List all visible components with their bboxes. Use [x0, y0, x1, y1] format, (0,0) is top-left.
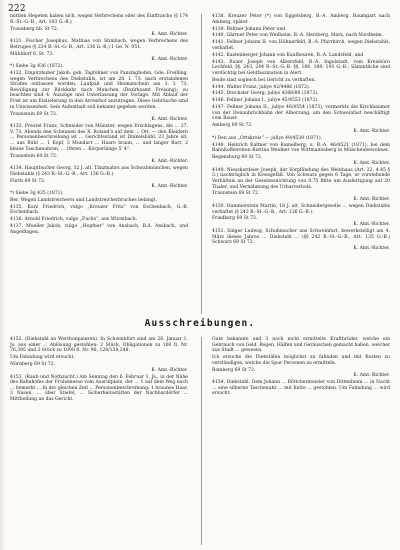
entry-text: 4151. Singer Ludwig, Schuhmacher aus Schweinfurt, bewerkstelligt am 4. März dieses Jahres ... Diebstahl ... (§§ 242 R.-St.-G.-B., Art. 135 G.-B.) Schwarz 69 St 72. [212, 228, 390, 246]
bottom-column-divider [201, 337, 202, 545]
column-divider [201, 14, 202, 314]
entry [212, 40, 390, 51]
entry-signature: K. Amt.-Richter. [353, 245, 390, 251]
entry [212, 27, 390, 33]
entry-text: 4131. Fischer Josephus, Mathias von Stimbach, wegen Verbrechens des Betruges (§ 224 R.-St.-G.-B., Art. 136 G.-B.) 1 Ge. N. 951. [10, 39, 188, 50]
entry-text: 4152. (Diebstahl an Wertbonpaieren). In Schweinfurt sind am 26. Januar 1. Js. aus einer ... Ablösung gestohlen: 2 Stück, Obligationen zu 100 fl. Nr. 76,395 und 2 Stück zu 1000 fl. Nr. 96, 128/158,248. [10, 337, 188, 354]
entry-text: 4140. Gärtner Peter von Weilheim, B.-A. Herzberg, Marx, nach Nordheim. [212, 33, 384, 39]
entry-signature: K. Amt.-Richter. [151, 32, 188, 38]
entry [10, 27, 188, 38]
entry [212, 105, 390, 122]
entry [212, 380, 390, 397]
bottom-right-column [212, 337, 390, 398]
entry-text: 4137. Mueller Jakob, vulgo „Hopfner“ von Ansbach, B.A. Ansbach, und Angelfingen. [10, 224, 188, 235]
entry [10, 52, 188, 63]
entry-text: *) Den aus „Ortskreis“ — juliye 49/4539 (1871). [212, 135, 323, 141]
entry [212, 155, 390, 166]
entry-text: Amberg 69 St 72. [212, 123, 253, 129]
entry [212, 368, 390, 379]
entry-text: 4145. Drechsler Georg, juliye 4366/80 (1873). [212, 91, 319, 97]
entry [212, 14, 390, 25]
entry-signature: K. Amt.-Richter. [151, 159, 188, 165]
entry-text: Um Fahndung wird ersucht. [10, 355, 75, 361]
entry-text: 4141. Fellner Johann II. von Hühnerfeld, B.-A. Pfarrkirch, wegen Diebstahls, verhaftet. [212, 40, 390, 51]
bottom-left-column [10, 337, 188, 404]
entry [10, 39, 188, 50]
entry [212, 168, 390, 191]
entry [10, 179, 188, 190]
entry [212, 229, 390, 252]
entry-text: Traunstein 64 St 72. [10, 153, 58, 159]
entry-signature: K. Amt.-Richter. [353, 128, 390, 134]
entry [10, 112, 188, 123]
entry [212, 33, 390, 39]
entry-text: 4142. Kastenberger Johann von Kaufbeuren, B.-A. Landsfeld, und [212, 52, 364, 58]
entry [10, 362, 188, 373]
entry-text: 4146. Fellner Johann I., juliye 45/4553 (1872). [212, 98, 319, 104]
entry [212, 123, 390, 134]
entry [212, 216, 390, 227]
entry-text: 4149. Nieszkardeier Joseph, der Vorpfändung des Weinbaus (Art. 22, 4.45 § 3.) nachträglich in Kreisgefäß. Von Schwarz gegen 6 Tage, er vorstehende Verhältnis an der Gesetzesnichtung von 8.75 Bitte um Ausfertigung auf 20 Thaler, und Vernahmung des Urbarverbots. [212, 167, 390, 190]
entry [212, 85, 390, 91]
entry-text: Beide sind sogleich bei Gericht zu verhaften. [212, 77, 316, 83]
entry-text: 4143. Bauer Joseph von Albersfeld, B.-A. Ingolstadt, vom Kreisbüro Lechfeld, §§. 243, 244 R.-St.-G.-B. §§. 188, 189, 193 G.-B.; Sämmtliche sind verdächtig bei Geldfaszination in Alert. [212, 59, 390, 76]
entry-text: 4150. Hammerstein Martin, 18 J. alt, Schneidergeselle ... wegen Diebstahls verhaftet (§ 242 R.-St.-G.-B., Art. 136 G.-B.). [212, 203, 390, 215]
top-right-column [212, 14, 390, 253]
entry [212, 355, 390, 366]
entry-text: Ich ersuche die Diebstähle möglichst zu fahnden und mit Kosten zu verständigen, welche die Spur Personen zu ermitteln. [212, 355, 390, 366]
entry-signature: K. Amt.-Richter. [151, 57, 188, 63]
page-edge-shadow [0, 0, 6, 550]
entry [10, 71, 188, 111]
entry-text: *) Siehe 3g 435 (1871). [10, 191, 64, 197]
entry [212, 98, 390, 104]
entry [10, 355, 188, 361]
entry-text: 4134. Hauptbucher Georg, 32 J. alt, Tänzmahrs aus Schwabmünchen, wegen Diebstahls (§ 243 R.-St.-G.-B., Art. 136 G.-B.). [10, 166, 188, 177]
entry [10, 375, 188, 403]
section-heading: Ausschreibungen. [144, 318, 256, 329]
entry [10, 166, 188, 177]
entry-signature: K. Amt.-Richter. [353, 373, 390, 379]
entry [212, 204, 390, 215]
entry-text: Regensburg 69 St 72. [212, 155, 263, 161]
page-number: 222 [8, 4, 26, 14]
entry-text: mittlen Hegeten haben sich, wegen Verbrechens oder des Einftraichs (§ 174 R.-St.-G.-B., Art. 103 G.-B.) [10, 14, 188, 25]
entry-signature: K. Amt.-Richter. [151, 367, 188, 373]
entry-text: 4144. Walter Franz, juliye 42/4486 (1872). [212, 84, 311, 90]
entry-text: 4136. Arnold Friedrich, vulgo „Fuchs“, aus Wurmbach. [10, 217, 138, 223]
entry-text: Friedberg 69 St 72. [212, 216, 258, 222]
entry-signature: K. Amt.-Richter. [151, 184, 188, 190]
entry-text: 4154. Diebstahl. Dem Johann ... Böttchermeister von Dittenheim ... in Nacht ... eine silberne Taschenuhr ... mit Kette ... gestohlen. Um Fahndung ... wird ersucht. [212, 380, 390, 397]
entry [10, 64, 188, 70]
entry [10, 191, 188, 197]
entry [212, 60, 390, 77]
entry [10, 198, 188, 204]
top-left-column [10, 14, 188, 237]
entry-signature: K. Amt.-Richter. [353, 160, 390, 166]
entry-text: Ber. Wegen Landstreicherei und Landstreicherbruches belangt. [10, 197, 157, 203]
entry-text: Bamberg 69 St 72. [212, 367, 256, 373]
entry [212, 337, 390, 354]
entry [212, 143, 390, 154]
entry [212, 191, 390, 202]
entry-text: 4153. (Raub und Nothzucht.) Am Sonntag den 6. Februar 1. Js., in der Nähe des Bahnhofes der Frühsmesse vom Ausrufplatz, der ... 1 auf dem Weg nach ... bemerkt ... In der gleichen Zeit ... Personenbeschreibung: 1 braunes Haar, 3 Nasen, ... über Stiefel, ... Sicherheitsstätten der Nachbardörfer ... Mittheilung an das Gericht. [10, 374, 188, 403]
entry-text: Traunstein 69 St 72. [10, 111, 58, 117]
entry-text: 4139. Bültner Johann Peter und [212, 26, 286, 32]
entry-signature: K. Amt.-Richter. [353, 197, 390, 203]
entry-text: *) Siehe 3g 436 (1872). [10, 64, 64, 69]
entry [10, 224, 188, 235]
entry-text: 4135. Kurz Friedrich, vulgo „Kreuzer Fritz“ von Eschenbach, G.-B. Eschenbach. [10, 204, 188, 216]
entry-text: Traunberg hh. St 72. [10, 26, 59, 32]
entry [10, 205, 188, 216]
entry-text: 4133. Preutel Franz, Schneider von Münster, wegen Erschlagens, die ... 27. V. 73, Abends den Scheunen des X. Roland's auf dem ... Ort. — den Kleidern ... Personenbeschreibung ist ... Gerichtsstand ist Dinkelsbühl, 23 Jahre alt, ... aus Bühl ... 1 Kopf, 3 Mundart ... Haare braun, ... und langer Bart, 2 kleine Taschenuhren, ... Ohren ... Körperlänge 5' 4". [10, 124, 188, 152]
entry-signature: K. Amt.-Richter. [353, 222, 390, 228]
entry [10, 154, 188, 165]
entry-text: Nürnberg 69 St 72. [10, 362, 55, 367]
entry-text: 4132. Empirzhuber Jakob, geb. Tagtöhner von Panzinghofen, Gde. Freilling, wegen Verbrechens des Diebstahls, ist am 28. I. 73. nach erstandenen Strafen entlassen worden, Laufpaß und Heimatschein am 3. I. 73. Bewilligung zur Rückkehr nach Munchen (Bezirksamt Freising); zu beachten sind 4. Auszüge und Unterlassung der Vorlage. Mit Ablauf der Frist ist um Einlieferung in den Arresthof anzutragen. Diese Gebräuche sind in Unwissenheit. Sein Aufenthalt soll bekannt gegeben werden. [10, 70, 188, 110]
entry [212, 91, 390, 97]
entry-text: 4148. Heinrich Kaltner von Kamelberg, u. B.-A. 46/4521 (1871), bei dem Bahnhofbereiten Rattina Weidner von Wittmannsberg in Münchenbewohner. [212, 142, 390, 154]
entry [10, 217, 188, 223]
entry [212, 78, 390, 84]
entry-text: Gute bekannte und 3 noch nicht ermittelte Kraftbrüder, welche ein Gebrauch von Geld, Bogen, Hälfen und Geräuschen gemacht haben, welcher aus Stadt ... gewesen. [212, 337, 390, 354]
entry [212, 53, 390, 59]
entry [10, 14, 188, 25]
entry-text: Traunstein 69 St 72. [212, 191, 260, 197]
entry [10, 124, 188, 152]
entry-text: Fürth 69 St 72. [10, 178, 46, 184]
entry-text: 4138. Kreuzer Peter (*) von Eggelsberg, B.-A. Amberg, Baumgart nach Amberg, später [212, 14, 390, 25]
entry [212, 136, 390, 142]
entry-signature: K. Amt.-Richter. [151, 117, 188, 123]
entry-text: 4147. Fellner Johann II., juliye 46/4554 (1873), vormerkts die Kirchbaumer von der Donaubrückbahn der Alberzung, am den Schweinfast beschäftigt vom Bauer. [212, 105, 390, 122]
entry [10, 337, 188, 354]
entry-text: Mühldorf 6. St. 73. [10, 51, 54, 57]
